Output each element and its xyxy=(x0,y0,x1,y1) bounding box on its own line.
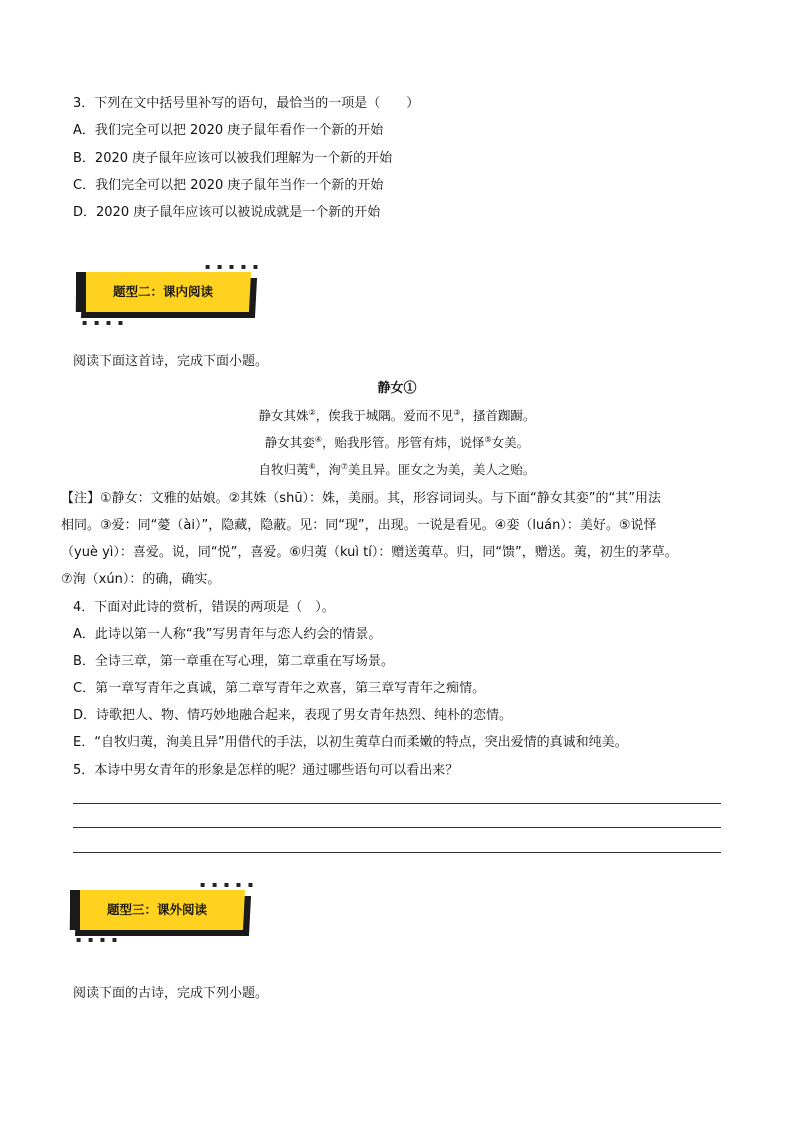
q4-option-a: A．此诗以第一人称“我”写男青年与恋人约会的情景。 xyxy=(73,627,382,642)
decorative-dots: ▪ ▪ ▪ ▪ xyxy=(76,935,120,944)
q4-option-e: E．“自牧归荑，洵美且异”用借代的手法，以初生荑草白而柔嫩的特点，突出爱情的真诚和纯美。 xyxy=(73,735,628,750)
section-badge-3 xyxy=(70,890,250,934)
answer-line[interactable] xyxy=(73,852,721,853)
answer-line[interactable] xyxy=(73,827,721,828)
poem-note-line-2: 相同。③爱：同“薆（ài）”，隐藏，隐蔽。见：同“现”，出现。一说是看见。④娈（luán）：美好。⑤说怿 xyxy=(61,518,657,533)
q3-option-c: C．我们完全可以把 2020 庚子鼠年当作一个新的开始 xyxy=(73,178,384,193)
section3-intro: 阅读下面的古诗，完成下列小题。 xyxy=(73,986,269,1001)
decorative-dots: ▪ ▪ ▪ ▪ ▪ xyxy=(200,880,256,889)
poem-line-3: 自牧归荑⑥，洵⑦美且异。匪女之为美，美人之贻。 xyxy=(258,461,536,477)
poem-title: 静女① xyxy=(377,381,417,396)
q4-option-c: C．第一章写青年之真诚，第二章写青年之欢喜，第三章写青年之痴情。 xyxy=(73,681,486,696)
q5-stem: 5．本诗中男女青年的形象是怎样的呢？通过哪些语句可以看出来？ xyxy=(73,763,459,778)
poem-note-line-1: 【注】①静女：文雅的姑娘。②其姝（shū）：姝，美丽。其，形容词词头。与下面“静女其娈”的“其”用法 xyxy=(61,491,662,506)
poem-line-2: 静女其娈④，贻我彤管。彤管有炜，说怿⑤女美。 xyxy=(264,434,530,450)
q3-option-b: B．2020 庚子鼠年应该可以被我们理解为一个新的开始 xyxy=(73,151,393,166)
q4-option-b: B．全诗三章，第一章重在写心理，第二章重在写场景。 xyxy=(73,654,394,669)
section-badge-2 xyxy=(76,272,256,316)
poem-note-line-3: （yuè yì）：喜爱。说，同“悦”，喜爱。⑥归荑（kuì tí）：赠送荑草。归，同“馈”，赠送。荑，初生的茅草。 xyxy=(61,545,678,560)
section2-intro: 阅读下面这首诗，完成下面小题。 xyxy=(73,354,269,369)
section-badge-label: 题型二：课内阅读 xyxy=(112,284,213,299)
poem-note-line-4: ⑦洵（xún）：的确，确实。 xyxy=(61,572,221,587)
poem-line-1: 静女其姝②，俟我于城隅。爱而不见③，搔首踟蹰。 xyxy=(258,407,536,423)
q3-option-d: D．2020 庚子鼠年应该可以被说成就是一个新的开始 xyxy=(73,205,381,220)
answer-line[interactable] xyxy=(73,803,721,804)
q3-option-a: A．我们完全可以把 2020 庚子鼠年看作一个新的开始 xyxy=(73,123,384,138)
decorative-dots: ▪ ▪ ▪ ▪ ▪ xyxy=(205,262,261,271)
section-badge-label: 题型三：课外阅读 xyxy=(106,902,207,917)
decorative-dots: ▪ ▪ ▪ ▪ xyxy=(82,318,126,327)
q3-stem: 3．下列在文中括号里补写的语句，最恰当的一项是（ ） xyxy=(73,96,420,111)
q4-stem: 4．下面对此诗的赏析，错误的两项是（ ）。 xyxy=(73,600,335,615)
q4-option-d: D．诗歌把人、物、情巧妙地融合起来，表现了男女青年热烈、纯朴的恋情。 xyxy=(73,708,513,723)
